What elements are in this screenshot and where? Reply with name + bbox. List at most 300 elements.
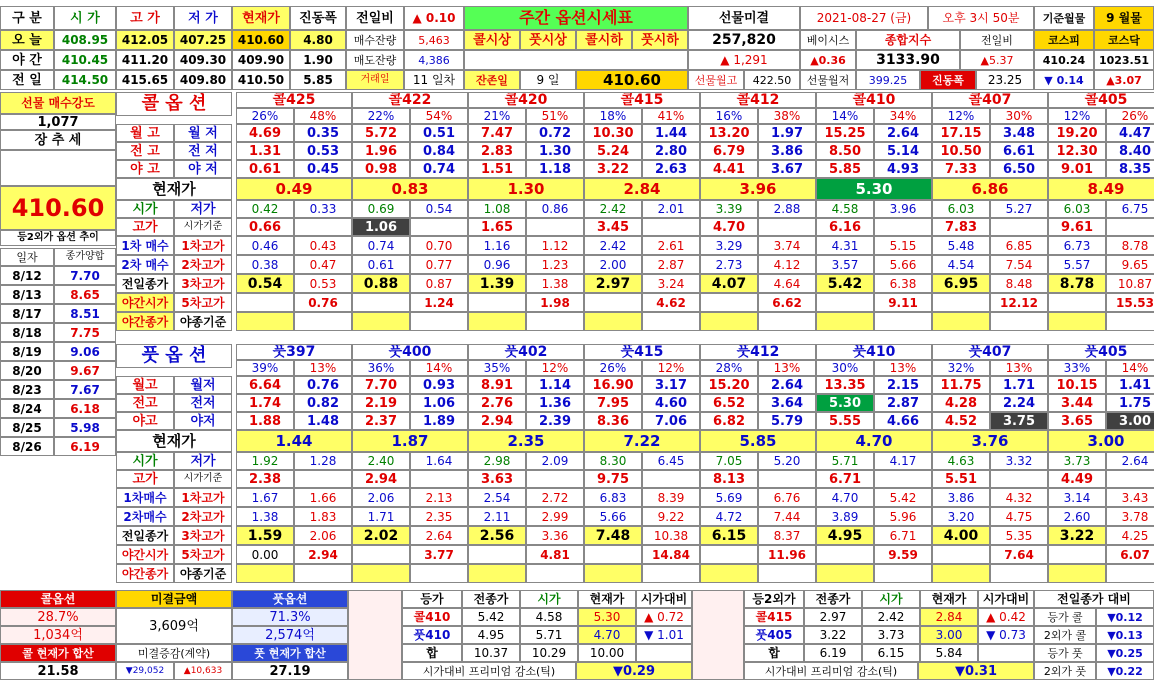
blank-cell bbox=[816, 564, 874, 583]
level-price bbox=[468, 293, 526, 312]
level-price: 6.62 bbox=[758, 293, 816, 312]
level-price: 8.48 bbox=[990, 274, 1048, 293]
open-price: 4.58 bbox=[816, 200, 874, 218]
level-price: 2.11 bbox=[468, 507, 526, 526]
price-cell: 5.85 bbox=[816, 160, 874, 178]
range-value: 23.25 bbox=[976, 70, 1034, 90]
level-price: 2.13 bbox=[410, 488, 468, 507]
level-label: 2차고가 bbox=[174, 507, 232, 526]
level-price: 0.96 bbox=[468, 255, 526, 274]
level-price: 2.61 bbox=[642, 236, 700, 255]
header-cell: 전일비 bbox=[346, 6, 404, 30]
high-label: 고가 bbox=[116, 218, 174, 236]
buy-rem-label: 매수잔량 bbox=[346, 30, 404, 50]
low-price: 6.45 bbox=[642, 452, 700, 470]
price-cell: 6.52 bbox=[700, 394, 758, 412]
low-price: 3.96 bbox=[874, 200, 932, 218]
level-price: 9.59 bbox=[874, 545, 932, 564]
row-label: 전 고 bbox=[116, 142, 174, 160]
price-cell: 17.15 bbox=[932, 124, 990, 142]
level-price: 4.25 bbox=[1106, 526, 1154, 545]
price-cell: 10.50 bbox=[932, 142, 990, 160]
pct-cell: 14% bbox=[816, 108, 874, 124]
level-label: 1차고가 bbox=[174, 236, 232, 255]
price-cell: 7.47 bbox=[468, 124, 526, 142]
signal-button[interactable]: 콜시상 bbox=[464, 30, 520, 50]
price-cell: 1.31 bbox=[236, 142, 294, 160]
tbl-cell: 10.00 bbox=[578, 644, 636, 662]
price-cell: 4.47 bbox=[1106, 124, 1154, 142]
high-sub: 시가기준 bbox=[174, 470, 232, 488]
price-cell: 0.84 bbox=[410, 142, 468, 160]
call-strike: 콜410 bbox=[816, 92, 932, 108]
blank-cell bbox=[642, 564, 700, 583]
level-label: 2차 매수 bbox=[116, 255, 174, 274]
price-cell: 1.74 bbox=[236, 394, 294, 412]
row-label: 전고 bbox=[116, 394, 174, 412]
price-cell: 9.01 bbox=[1048, 160, 1106, 178]
trend2-label: 등2외가 옵션 추이 bbox=[0, 230, 116, 246]
level-price: 0.74 bbox=[352, 236, 410, 255]
blank-cell bbox=[294, 312, 352, 331]
pct-cell: 21% bbox=[468, 108, 526, 124]
tbl-cell: 3.73 bbox=[862, 626, 920, 644]
price-cell: 2.63 bbox=[642, 160, 700, 178]
remain-days: 9 일 bbox=[520, 70, 576, 90]
tbl-cell: ▲ 0.42 bbox=[978, 608, 1034, 626]
pct-cell: 16% bbox=[700, 108, 758, 124]
level-price: 3.24 bbox=[642, 274, 700, 293]
header-cell: 현재가 bbox=[232, 6, 290, 30]
row-label: 야 저 bbox=[174, 160, 232, 178]
level-price: 0.87 bbox=[410, 274, 468, 293]
level-label: 전일종가 bbox=[116, 526, 174, 545]
vol-cell: 8.65 bbox=[54, 285, 116, 304]
blank-cell bbox=[1048, 312, 1106, 331]
open-value: 414.50 bbox=[54, 70, 116, 90]
pct-cell: 48% bbox=[294, 108, 352, 124]
level-price: 2.56 bbox=[468, 526, 526, 545]
price-cell: 16.90 bbox=[584, 376, 642, 394]
tbl-header: 시가대비 bbox=[636, 590, 692, 608]
price-cell: 3.64 bbox=[758, 394, 816, 412]
level-price: 0.88 bbox=[352, 274, 410, 293]
level-price bbox=[816, 293, 874, 312]
price-cell: 2.83 bbox=[468, 142, 526, 160]
base-month: 9 월물 bbox=[1094, 6, 1154, 30]
price-cell: 11.75 bbox=[932, 376, 990, 394]
current-price: 3.96 bbox=[700, 178, 816, 200]
pct-cell: 26% bbox=[236, 108, 294, 124]
price-cell: 1.06 bbox=[410, 394, 468, 412]
level-price: 6.76 bbox=[758, 488, 816, 507]
time-label: 오후 3시 50분 bbox=[928, 6, 1034, 30]
high-price: 4.49 bbox=[1048, 470, 1106, 488]
high-price: 1.06 bbox=[352, 218, 410, 236]
price-cell: 1.97 bbox=[758, 124, 816, 142]
price-cell: 0.76 bbox=[294, 376, 352, 394]
signal-button[interactable]: 풋시하 bbox=[632, 30, 688, 50]
tbl-cell: 합 bbox=[744, 644, 804, 662]
level-price: 3.36 bbox=[526, 526, 584, 545]
price-cell: 5.24 bbox=[584, 142, 642, 160]
pct-cell: 26% bbox=[584, 360, 642, 376]
blank-cell bbox=[758, 218, 816, 236]
level-price bbox=[468, 545, 526, 564]
high-value: 415.65 bbox=[116, 70, 174, 90]
level-price bbox=[584, 545, 642, 564]
price-cell: 7.95 bbox=[584, 394, 642, 412]
high-price: 6.71 bbox=[816, 470, 874, 488]
price-cell: 3.86 bbox=[758, 142, 816, 160]
header-cell: 저 가 bbox=[174, 6, 232, 30]
call-label: 콜옵션 bbox=[0, 590, 116, 608]
row-label: 월 고 bbox=[116, 124, 174, 142]
fut-high-label: 선물월고 bbox=[688, 70, 744, 90]
level-price: 3.77 bbox=[410, 545, 468, 564]
level-price: 6.07 bbox=[1106, 545, 1154, 564]
level-price: 2.06 bbox=[352, 488, 410, 507]
level-price: 2.87 bbox=[642, 255, 700, 274]
blank-cell bbox=[1106, 312, 1154, 331]
put-strike: 풋412 bbox=[700, 344, 816, 360]
blank-cell bbox=[642, 312, 700, 331]
put-strike: 풋402 bbox=[468, 344, 584, 360]
open-price: 8.30 bbox=[584, 452, 642, 470]
blank-cell bbox=[410, 564, 468, 583]
price-cell: 7.33 bbox=[932, 160, 990, 178]
current-price: 2.84 bbox=[584, 178, 700, 200]
pct-cell: 13% bbox=[990, 360, 1048, 376]
level-price: 2.54 bbox=[468, 488, 526, 507]
price-cell: 4.41 bbox=[700, 160, 758, 178]
current-price: 0.49 bbox=[236, 178, 352, 200]
blank-cell bbox=[1106, 564, 1154, 583]
low-value: 409.80 bbox=[174, 70, 232, 90]
low-price: 0.54 bbox=[410, 200, 468, 218]
buy-strength: 1,077 bbox=[0, 114, 116, 130]
t3-value: ▼0.12 bbox=[1096, 608, 1154, 626]
tbl-cell: 2.42 bbox=[862, 608, 920, 626]
price-cell: 6.64 bbox=[236, 376, 294, 394]
oi-change: ▲ 1,291 bbox=[688, 50, 800, 70]
blank-cell bbox=[932, 312, 990, 331]
level-price: 3.86 bbox=[932, 488, 990, 507]
vol-cell: 7.67 bbox=[54, 380, 116, 399]
level-price: 6.15 bbox=[700, 526, 758, 545]
level-price bbox=[236, 293, 294, 312]
blank-cell bbox=[990, 312, 1048, 331]
open-price: 2.40 bbox=[352, 452, 410, 470]
current-price: 7.22 bbox=[584, 430, 700, 452]
blank-cell bbox=[1106, 218, 1154, 236]
unsettled-label: 미결금액 bbox=[116, 590, 232, 608]
level-price: 8.39 bbox=[642, 488, 700, 507]
range-label: 진동폭 bbox=[920, 70, 976, 90]
price-cell: 2.19 bbox=[352, 394, 410, 412]
fut-high: 422.50 bbox=[744, 70, 800, 90]
pct-cell: 33% bbox=[1048, 360, 1106, 376]
low-price: 5.27 bbox=[990, 200, 1048, 218]
fut-low: 399.25 bbox=[856, 70, 920, 90]
blank-cell bbox=[636, 644, 692, 662]
level-label: 야간종가 bbox=[116, 564, 174, 583]
blank-cell bbox=[352, 312, 410, 331]
t3-label: 2외가 콜 bbox=[1034, 626, 1096, 644]
put-strike: 풋400 bbox=[352, 344, 468, 360]
level-price: 3.74 bbox=[758, 236, 816, 255]
row-label: 전 일 bbox=[0, 70, 54, 90]
level-price: 4.81 bbox=[526, 545, 584, 564]
level-price: 9.65 bbox=[1106, 255, 1154, 274]
blank-cell bbox=[348, 590, 402, 680]
blank-cell bbox=[584, 312, 642, 331]
vol-col: 종가양합 bbox=[54, 248, 116, 266]
level-price: 3.14 bbox=[1048, 488, 1106, 507]
level-price: 0.38 bbox=[236, 255, 294, 274]
blank-cell bbox=[352, 564, 410, 583]
open-price: 0.69 bbox=[352, 200, 410, 218]
high-price: 5.51 bbox=[932, 470, 990, 488]
comp-label: 종합지수 bbox=[856, 30, 960, 50]
pct-cell: 32% bbox=[932, 360, 990, 376]
level-price: 2.99 bbox=[526, 507, 584, 526]
pct-cell: 38% bbox=[758, 108, 816, 124]
price-cell: 5.55 bbox=[816, 412, 874, 430]
price-cell: 3.00 bbox=[1106, 412, 1154, 430]
level-price: 5.66 bbox=[584, 507, 642, 526]
row-label: 월 저 bbox=[174, 124, 232, 142]
open-price: 3.39 bbox=[700, 200, 758, 218]
date-cell: 8/18 bbox=[0, 323, 54, 342]
tbl-cell: 풋410 bbox=[402, 626, 462, 644]
price-cell: 1.44 bbox=[642, 124, 700, 142]
blank-cell bbox=[468, 312, 526, 331]
price-cell: 2.87 bbox=[874, 394, 932, 412]
level-price: 4.64 bbox=[758, 274, 816, 293]
tbl-cell: ▼ 0.73 bbox=[978, 626, 1034, 644]
row-label: 월저 bbox=[174, 376, 232, 394]
blank-cell bbox=[468, 564, 526, 583]
cur-label: 현재가 bbox=[116, 430, 232, 452]
level-label: 1차 매수 bbox=[116, 236, 174, 255]
level-price: 2.72 bbox=[526, 488, 584, 507]
current-price: 8.49 bbox=[1048, 178, 1154, 200]
level-price: 0.61 bbox=[352, 255, 410, 274]
buy-strength-label: 선물 매수강도 bbox=[0, 92, 116, 114]
level-price: 0.00 bbox=[236, 545, 294, 564]
put-strike: 풋397 bbox=[236, 344, 352, 360]
level-price: 1.71 bbox=[352, 507, 410, 526]
open-price: 6.03 bbox=[932, 200, 990, 218]
tbl-foot: 시가대비 프리미엄 감소(틱) bbox=[402, 662, 576, 680]
level-price: 12.12 bbox=[990, 293, 1048, 312]
pct-cell: 13% bbox=[874, 360, 932, 376]
pct-cell: 51% bbox=[526, 108, 584, 124]
blank-cell bbox=[236, 312, 294, 331]
basis-label: 베이시스 bbox=[800, 30, 856, 50]
level-label: 야종기준 bbox=[174, 564, 232, 583]
price-cell: 1.71 bbox=[990, 376, 1048, 394]
level-price: 2.94 bbox=[294, 545, 352, 564]
chg-down: ▼29,052 bbox=[116, 662, 174, 680]
high-price: 0.66 bbox=[236, 218, 294, 236]
level-price: 5.69 bbox=[700, 488, 758, 507]
price-cell: 8.40 bbox=[1106, 142, 1154, 160]
level-price: 1.16 bbox=[468, 236, 526, 255]
pct-cell: 12% bbox=[932, 108, 990, 124]
current-price: 4.70 bbox=[816, 430, 932, 452]
futures-current: 410.60 bbox=[576, 70, 688, 90]
pct-cell: 36% bbox=[352, 360, 410, 376]
t3-value: ▼0.13 bbox=[1096, 626, 1154, 644]
price-cell: 1.36 bbox=[526, 394, 584, 412]
row-label: 야 고 bbox=[116, 160, 174, 178]
level-price: 7.64 bbox=[990, 545, 1048, 564]
open-price: 3.73 bbox=[1048, 452, 1106, 470]
pct-cell: 26% bbox=[1106, 108, 1154, 124]
price-cell: 1.41 bbox=[1106, 376, 1154, 394]
t3-value: ▼0.22 bbox=[1096, 662, 1154, 680]
tbl-cell: 3.00 bbox=[920, 626, 978, 644]
level-price: 3.78 bbox=[1106, 507, 1154, 526]
put-strike: 풋407 bbox=[932, 344, 1048, 360]
price-cell: 10.15 bbox=[1048, 376, 1106, 394]
signal-button[interactable]: 콜시하 bbox=[576, 30, 632, 50]
level-price: 4.95 bbox=[816, 526, 874, 545]
tbl-header: 등가 bbox=[402, 590, 462, 608]
blank-cell bbox=[990, 218, 1048, 236]
price-cell: 2.15 bbox=[874, 376, 932, 394]
level-price bbox=[1048, 545, 1106, 564]
level-price: 14.84 bbox=[642, 545, 700, 564]
row-label: 오 늘 bbox=[0, 30, 54, 50]
call-sum: 21.58 bbox=[0, 662, 116, 680]
date-cell: 8/25 bbox=[0, 418, 54, 437]
level-price: 1.23 bbox=[526, 255, 584, 274]
call-strike: 콜407 bbox=[932, 92, 1048, 108]
tbl-cell: 6.15 bbox=[862, 644, 920, 662]
level-price: 1.39 bbox=[468, 274, 526, 293]
tbl-cell: 4.58 bbox=[520, 608, 578, 626]
date-cell: 8/26 bbox=[0, 437, 54, 456]
price-cell: 5.14 bbox=[874, 142, 932, 160]
level-price bbox=[932, 293, 990, 312]
low-value: 407.25 bbox=[174, 30, 232, 50]
price-cell: 0.98 bbox=[352, 160, 410, 178]
level-price: 2.97 bbox=[584, 274, 642, 293]
pct-cell: 18% bbox=[584, 108, 642, 124]
price-cell: 1.96 bbox=[352, 142, 410, 160]
level-price: 6.73 bbox=[1048, 236, 1106, 255]
low-price: 0.33 bbox=[294, 200, 352, 218]
level-price: 8.78 bbox=[1106, 236, 1154, 255]
tbl-header: 전종가 bbox=[804, 590, 862, 608]
vol-cell: 7.70 bbox=[54, 266, 116, 285]
blank-cell bbox=[692, 590, 744, 680]
price-cell: 13.35 bbox=[816, 376, 874, 394]
low-price: 2.09 bbox=[526, 452, 584, 470]
tbl-header: 시가 bbox=[862, 590, 920, 608]
level-price: 5.57 bbox=[1048, 255, 1106, 274]
open-label: 시가 bbox=[116, 200, 174, 218]
price-cell: 2.64 bbox=[874, 124, 932, 142]
put-sum-label: 풋 현재가 합산 bbox=[232, 644, 348, 662]
pct-cell: 54% bbox=[410, 108, 468, 124]
level-price: 1.59 bbox=[236, 526, 294, 545]
low-price: 5.20 bbox=[758, 452, 816, 470]
blank-cell bbox=[464, 50, 688, 70]
sell-rem: 4,386 bbox=[404, 50, 464, 70]
blank-cell bbox=[932, 564, 990, 583]
price-cell: 3.75 bbox=[990, 412, 1048, 430]
tbl-cell: 4.95 bbox=[462, 626, 520, 644]
blank-cell bbox=[990, 564, 1048, 583]
t3-label: 2외가 풋 bbox=[1034, 662, 1096, 680]
tbl-cell: 5.30 bbox=[578, 608, 636, 626]
current-price: 1.44 bbox=[236, 430, 352, 452]
level-label: 야간시가 bbox=[116, 293, 174, 312]
tbl-cell: 2.84 bbox=[920, 608, 978, 626]
price-cell: 2.24 bbox=[990, 394, 1048, 412]
price-cell: 0.93 bbox=[410, 376, 468, 394]
level-price bbox=[816, 545, 874, 564]
current-price: 2.35 bbox=[468, 430, 584, 452]
blank-cell bbox=[1048, 564, 1106, 583]
signal-button[interactable]: 풋시상 bbox=[520, 30, 576, 50]
level-label: 5차고가 bbox=[174, 293, 232, 312]
price-cell: 8.35 bbox=[1106, 160, 1154, 178]
high-price: 9.75 bbox=[584, 470, 642, 488]
level-price: 4.54 bbox=[932, 255, 990, 274]
low-price: 1.28 bbox=[294, 452, 352, 470]
price-cell: 1.88 bbox=[236, 412, 294, 430]
blank-cell bbox=[978, 644, 1034, 662]
comp-change: ▲5.37 bbox=[960, 50, 1034, 70]
base-month-label: 기준월물 bbox=[1034, 6, 1094, 30]
tbl-header: 시가대비 bbox=[978, 590, 1034, 608]
price-cell: 0.74 bbox=[410, 160, 468, 178]
tbl-cell: 풋405 bbox=[744, 626, 804, 644]
tbl-cell: 5.71 bbox=[520, 626, 578, 644]
open-price: 1.92 bbox=[236, 452, 294, 470]
total-amt: 3,609억 bbox=[116, 608, 232, 644]
price-cell: 1.18 bbox=[526, 160, 584, 178]
level-price: 4.72 bbox=[700, 507, 758, 526]
level-price: 1.12 bbox=[526, 236, 584, 255]
high-price: 8.13 bbox=[700, 470, 758, 488]
cur-label: 현재가 bbox=[116, 178, 232, 200]
level-label: 3차고가 bbox=[174, 526, 232, 545]
high-label: 고가 bbox=[116, 470, 174, 488]
date-cell: 8/17 bbox=[0, 304, 54, 323]
level-price: 2.00 bbox=[584, 255, 642, 274]
current-price: 3.00 bbox=[1048, 430, 1154, 452]
level-price bbox=[1048, 293, 1106, 312]
level-price: 0.53 bbox=[294, 274, 352, 293]
t3-label: 등가 풋 bbox=[1034, 644, 1096, 662]
blank-cell bbox=[294, 470, 352, 488]
put-strike: 풋410 bbox=[816, 344, 932, 360]
current-price: 6.86 bbox=[932, 178, 1048, 200]
trade-days-label: 거래일 bbox=[346, 70, 404, 90]
blank-cell bbox=[526, 470, 584, 488]
put-strike: 풋405 bbox=[1048, 344, 1154, 360]
level-price: 5.96 bbox=[874, 507, 932, 526]
tbl-cell: 콜410 bbox=[402, 608, 462, 626]
level-label: 3차고가 bbox=[174, 274, 232, 293]
range-value: 5.85 bbox=[290, 70, 346, 90]
